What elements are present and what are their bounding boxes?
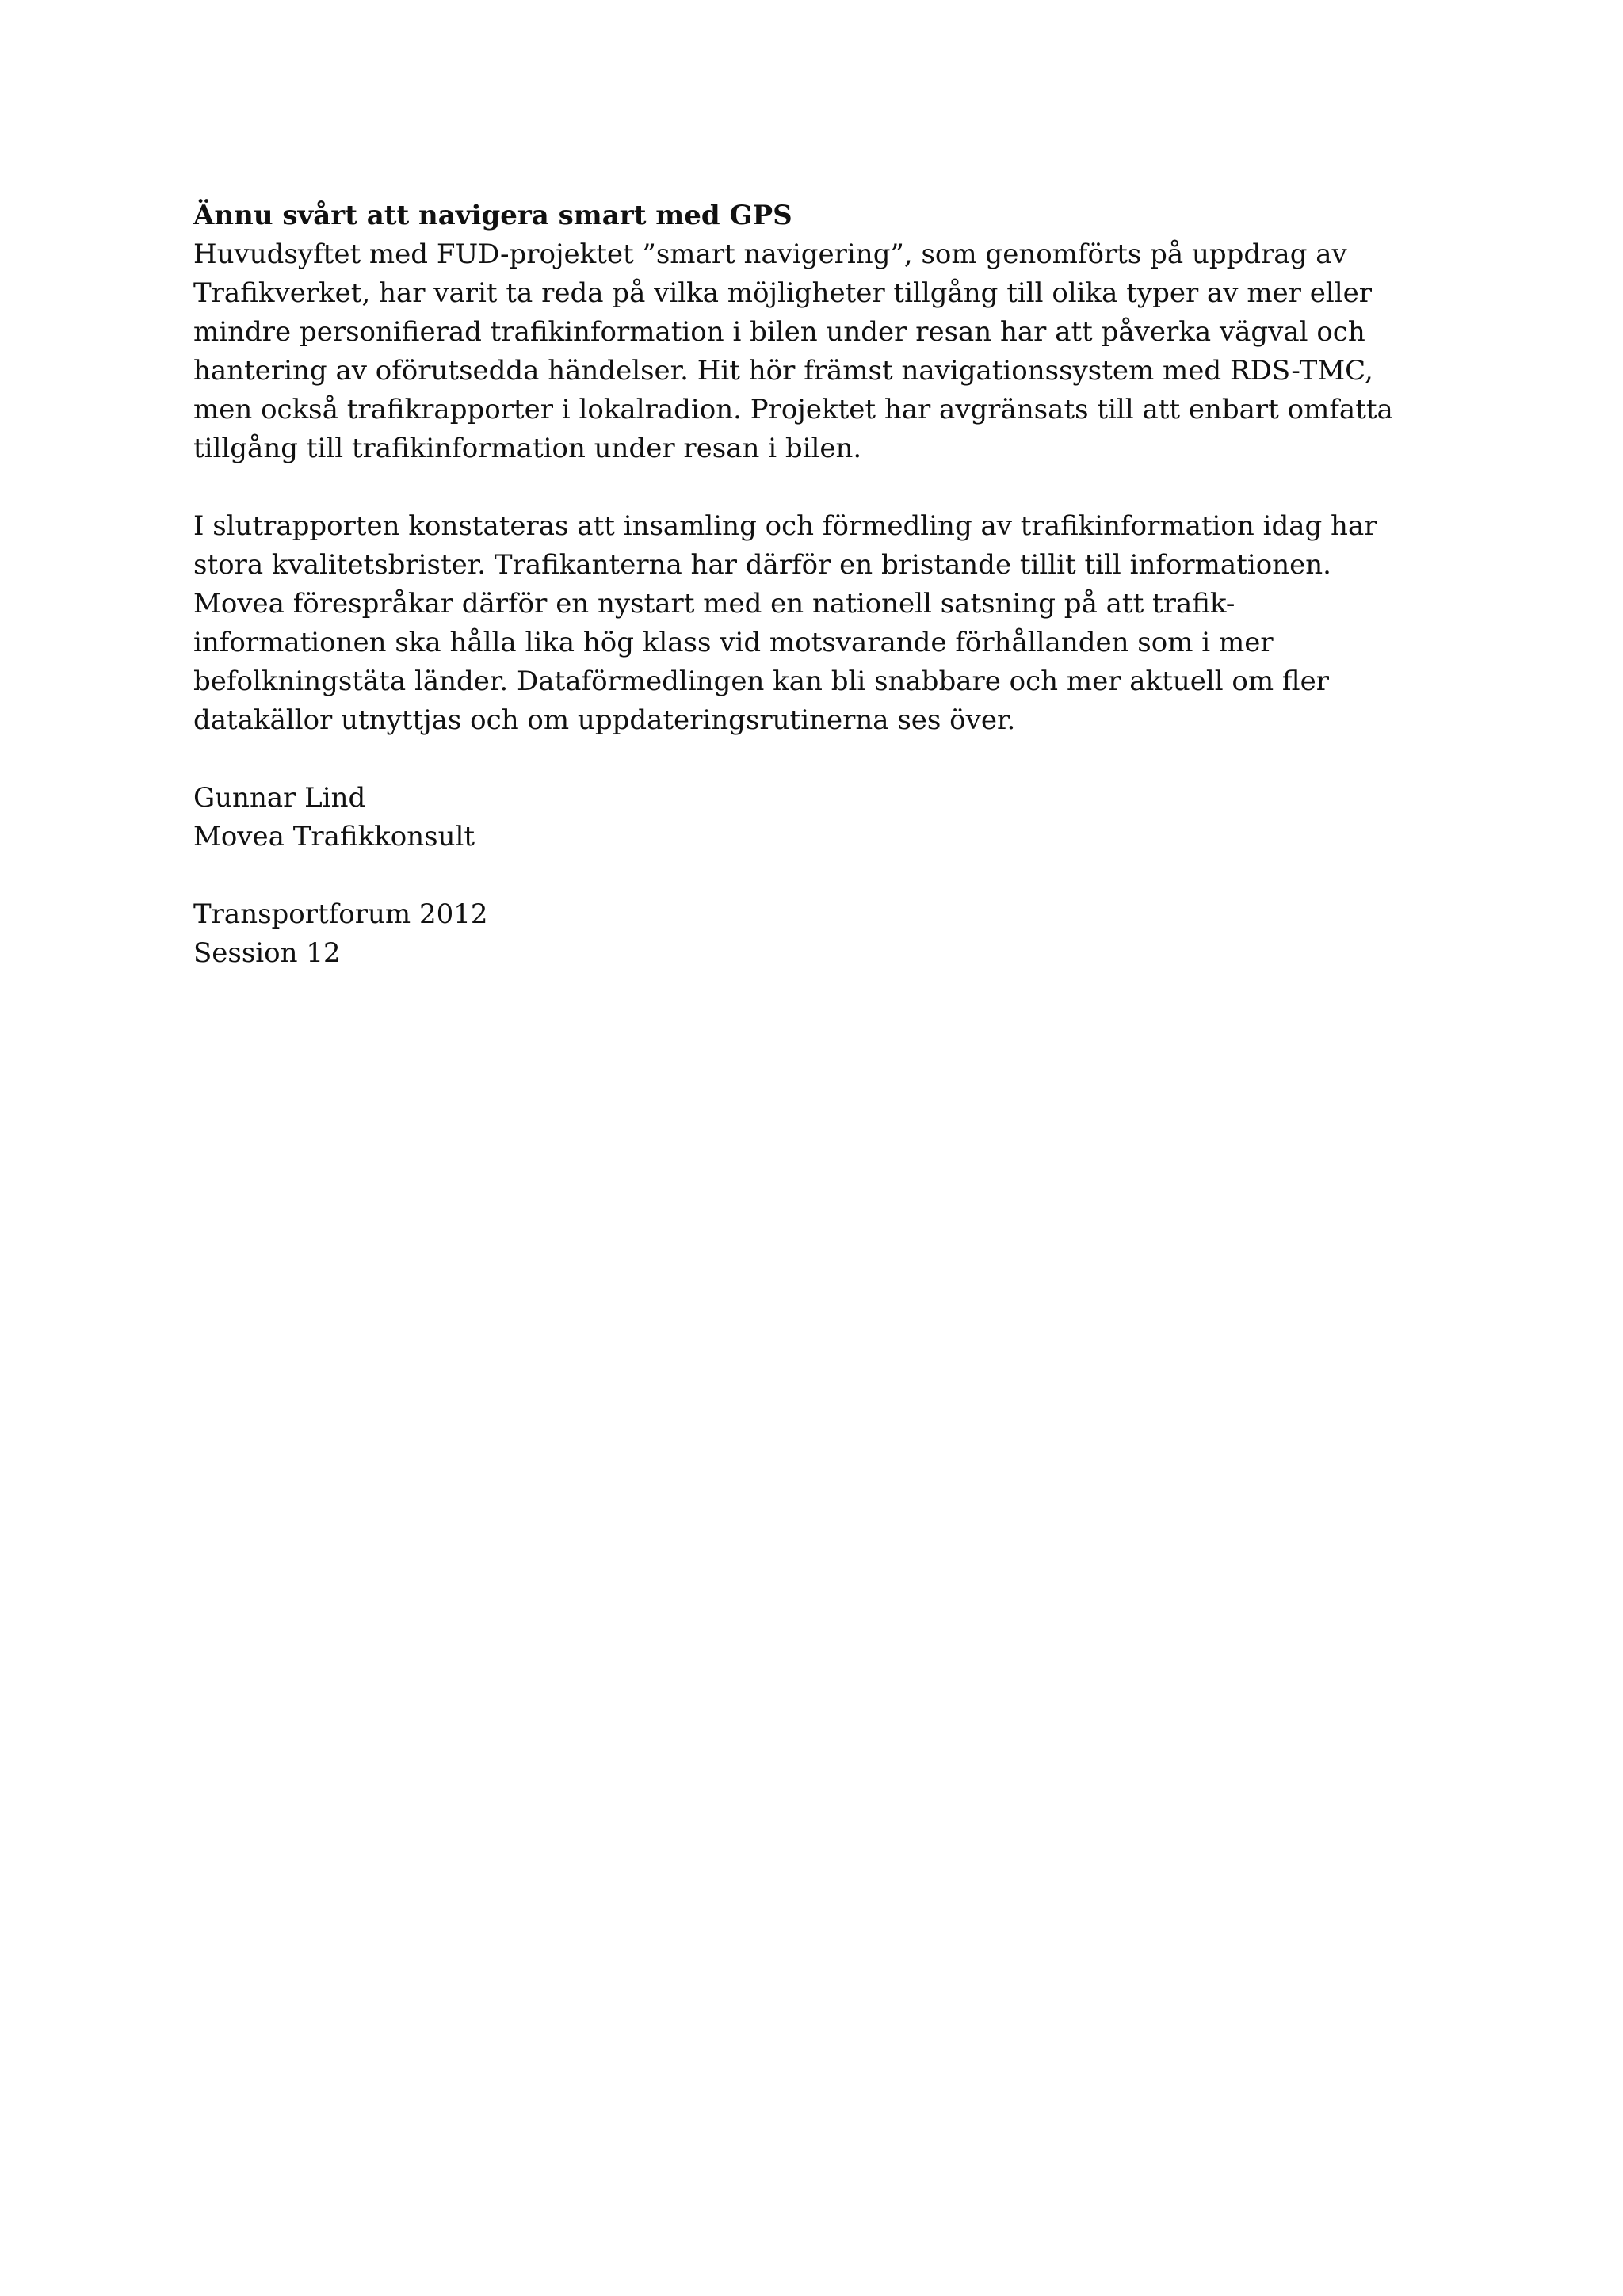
paragraph-line: tillgång till trafikinformation under resan i bilen. xyxy=(193,433,862,464)
paragraph-line: befolkningstäta länder. Dataförmedlingen kan bli snabbare och mer aktuell om fler xyxy=(193,666,1329,697)
event-name: Transportforum 2012 xyxy=(193,898,488,930)
author-organization: Movea Trafikkonsult xyxy=(193,821,475,852)
author-name: Gunnar Lind xyxy=(193,782,366,814)
paragraph-line: informationen ska hålla lika hög klass vid motsvarande förhållanden som i mer xyxy=(193,627,1274,658)
document-title: Ännu svårt att navigera smart med GPS xyxy=(193,200,792,231)
paragraph-line: Huvudsyftet med FUD-projektet ”smart navigering”, som genomförts på uppdrag av xyxy=(193,238,1347,270)
event-block xyxy=(193,895,1461,973)
paragraph-line: Movea förespråkar därför en nystart med en nationell satsning på att trafik- xyxy=(193,588,1235,620)
paragraph-gap xyxy=(193,740,1461,779)
paragraph-project-purpose xyxy=(193,235,1461,468)
paragraph-line: Trafikverket, har varit ta reda på vilka möjligheter tillgång till olika typer av mer eller xyxy=(193,277,1372,309)
paragraph-gap xyxy=(193,856,1461,895)
event-session: Session 12 xyxy=(193,937,341,969)
paragraph-final-report xyxy=(193,507,1461,740)
author-block xyxy=(193,779,1461,856)
paragraph-line: mindre personifierad trafikinformation i bilen under resan har att påverka vägval och xyxy=(193,316,1365,348)
paragraph-line: datakällor utnyttjas och om uppdateringsrutinerna ses över. xyxy=(193,704,1016,736)
paragraph-line: stora kvalitetsbrister. Trafikanterna har därför en bristande tillit till informationen. xyxy=(193,549,1331,581)
document-page xyxy=(193,196,1461,973)
paragraph-line: men också trafikrapporter i lokalradion. Projektet har avgränsats till att enbart omfatta xyxy=(193,394,1393,425)
paragraph-line: hantering av oförutsedda händelser. Hit hör främst navigationssystem med RDS-TMC, xyxy=(193,355,1373,387)
paragraph-line: I slutrapporten konstateras att insamling och förmedling av trafikinformation idag har xyxy=(193,510,1377,542)
paragraph-gap xyxy=(193,468,1461,507)
